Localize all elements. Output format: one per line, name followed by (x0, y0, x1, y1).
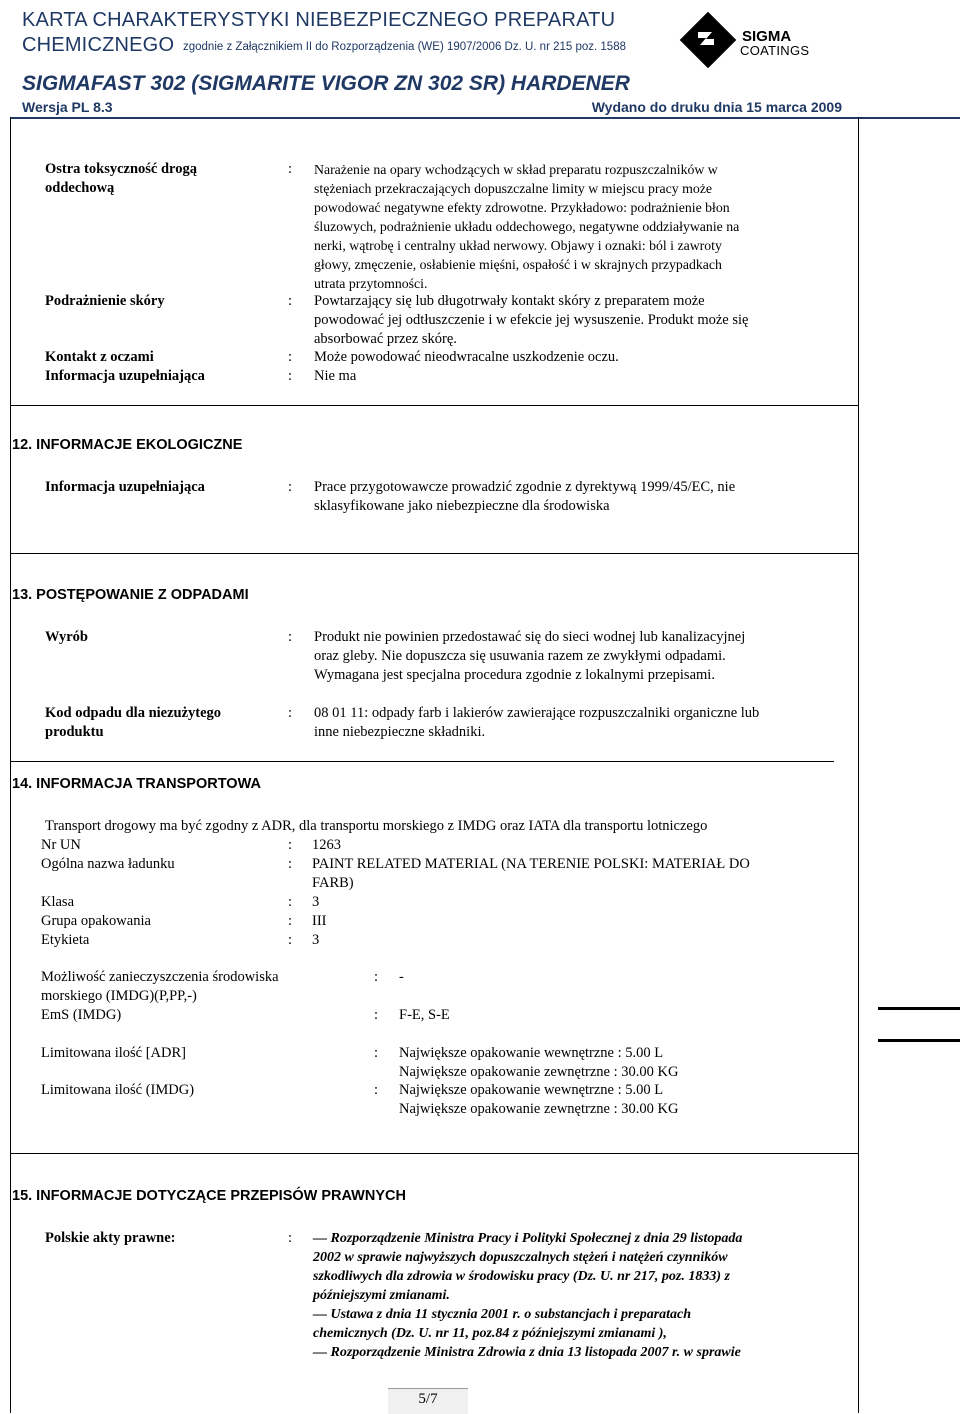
value-eco-additional-info (314, 478, 735, 516)
label-eye-contact: Kontakt z oczami (45, 349, 154, 365)
text-line: 2002 w sprawie najwyższych dopuszczalnych stężeń i natężeń czynników (313, 1250, 728, 1265)
text-line: powodować jej odtłuszczenie i w efekcie jej wysuszenie. Produkt może się (314, 312, 749, 328)
section-divider (10, 553, 859, 554)
value-waste-code (314, 704, 759, 742)
label-waste-code (45, 704, 221, 742)
transport-intro: Transport drogowy ma być zgodny z ADR, dla transportu morskiego z IMDG oraz IATA dla transportu lotniczego (45, 818, 708, 834)
label-line: Możliwość zanieczyszczenia środowiska (41, 969, 279, 985)
frame-right-border (858, 117, 859, 1413)
colon: : (288, 293, 293, 309)
value-marine-pollutant: - (399, 969, 404, 985)
label-ems: EmS (IMDG) (41, 1007, 122, 1023)
label-skin-irritation: Podrażnienie skóry (45, 293, 165, 309)
label-limited-qty-imdg: Limitowana ilość (IMDG) (41, 1082, 195, 1098)
label-cargo-name: Ogólna nazwa ładunku (41, 856, 175, 872)
colon: : (288, 913, 293, 929)
text-line: późniejszymi zmianami. (313, 1288, 450, 1303)
text-line: Narażenie na opary wchodzących w skład preparatu rozpuszczalników w (314, 162, 718, 177)
page-number: 5/7 (418, 1391, 438, 1407)
label-product: Wyrób (45, 629, 88, 645)
colon: : (288, 932, 293, 948)
dash-marker: — (313, 1231, 331, 1246)
product-name: SIGMAFAST 302 (SIGMARITE VIGOR ZN 302 SR) HARDENER (22, 72, 630, 95)
section-15-heading: 15. INFORMACJE DOTYCZĄCE PRZEPISÓW PRAWNYCH (12, 1188, 406, 1204)
label-line: morskiego (IMDG)(P,PP,-) (41, 988, 197, 1004)
colon: : (288, 837, 293, 853)
colon: : (288, 629, 293, 645)
text-line: stężeniach przekraczających dopuszczalne limity w miejscu pracy może (314, 181, 712, 196)
regulation-reference: zgodnie z Załącznikiem II do Rozporządzenia (WE) 1907/2006 Dz. U. nr 215 poz. 1588 (183, 41, 626, 53)
legal-act-item (313, 1343, 742, 1362)
value-cargo-name (312, 855, 750, 893)
value-skin-irritation (314, 292, 748, 349)
text-line: PAINT RELATED MATERIAL (NA TERENIE POLSKI: MATERIAŁ DO (312, 856, 750, 872)
text-line: Największe opakowanie wewnętrzne : 5.00 L (399, 1082, 664, 1098)
label-line: produktu (45, 724, 104, 740)
text-line: Wymagana jest specjalna procedura zgodnie z lokalnymi przepisami. (314, 667, 715, 683)
colon: : (288, 479, 293, 495)
colon: : (288, 349, 293, 365)
print-date: Wydano do druku dnia 15 marca 2009 (591, 99, 842, 115)
document-title-line2: CHEMICZNEGO (22, 34, 175, 56)
change-marker (878, 1007, 960, 1010)
text-line: chemicznych (Dz. U. nr 11, poz.84 z późniejszymi zmianami ), (313, 1326, 667, 1341)
dash-marker: — (313, 1307, 331, 1322)
colon: : (288, 368, 293, 384)
text-line: śluzowych, podrażnienie układu oddechowego, negatywne oddziaływanie na (314, 219, 740, 234)
text-line: Powtarzający się lub długotrwały kontakt skóry z preparatem może (314, 293, 705, 309)
text-line: utrata przytomności. (314, 276, 428, 291)
text-line: Rozporządzenie Ministra Zdrowia z dnia 13 listopada 2007 r. w sprawie (330, 1345, 741, 1360)
text-line: 08 01 11: odpady farb i lakierów zawierające rozpuszczalniki organiczne lub (314, 705, 760, 721)
logo-name: SIGMA (742, 28, 792, 45)
label-hazard-label: Etykieta (41, 932, 90, 948)
label-acute-inhalation (45, 160, 197, 198)
value-eye-contact: Może powodować nieodwracalne uszkodzenie oczu. (314, 349, 619, 365)
value-additional-info: Nie ma (314, 368, 357, 384)
text-line: Produkt nie powinien przedostawać się do sieci wodnej lub kanalizacyjnej (314, 629, 746, 645)
colon: : (288, 1230, 293, 1246)
value-hazard-label: 3 (312, 932, 320, 948)
text-line: oraz gleby. Nie dopuszcza się usuwania razem ze zwykłymi odpadami. (314, 648, 726, 664)
section-divider (10, 405, 859, 406)
frame-left-border (10, 117, 11, 1413)
colon: : (374, 969, 379, 985)
header-rule (10, 117, 960, 119)
colon: : (288, 705, 293, 721)
value-un-number: 1263 (312, 837, 341, 853)
text-line: Prace przygotowawcze prowadzić zgodnie z dyrektywą 1999/45/EC, nie (314, 479, 736, 495)
label-marine-pollutant (41, 968, 279, 1006)
section-divider (10, 1153, 859, 1154)
colon: : (288, 894, 293, 910)
section-13-heading: 13. POSTĘPOWANIE Z ODPADAMI (12, 587, 249, 603)
value-limited-qty-adr (399, 1044, 678, 1082)
version-label: Wersja PL 8.3 (22, 99, 113, 115)
label-line: Kod odpadu dla niezużytego (45, 705, 222, 721)
change-marker (878, 1039, 960, 1042)
text-line: szkodliwych dla zdrowia w środowisku pracy (Dz. U. nr 217, poz. 1833) z (313, 1269, 730, 1284)
label-polish-legal-acts: Polskie akty prawne: (45, 1230, 176, 1246)
text-line: absorbować przez skórę. (314, 331, 457, 347)
text-line: nerki, wątrobę i centralny układ nerwowy. Objawy i oznaki: ból i zawroty (314, 238, 722, 253)
legal-act-item (313, 1229, 742, 1248)
legal-act-item (313, 1305, 742, 1324)
section-12-heading: 12. INFORMACJE EKOLOGICZNE (12, 437, 243, 453)
label-eco-additional-info: Informacja uzupełniająca (45, 479, 205, 495)
text-line: Największe opakowanie zewnętrzne : 30.00 KG (399, 1064, 679, 1080)
logo-subtitle: COATINGS (740, 43, 810, 58)
text-line: Ustawa z dnia 11 stycznia 2001 r. o substancjach i preparatach (330, 1307, 692, 1322)
value-product-disposal (314, 628, 745, 685)
text-line: Największe opakowanie wewnętrzne : 5.00 L (399, 1045, 664, 1061)
text-line: Rozporządzenie Ministra Pracy i Polityki Społecznej z dnia 29 listopada (330, 1231, 743, 1246)
section-14-heading: 14. INFORMACJA TRANSPORTOWA (12, 776, 261, 792)
value-class: 3 (312, 894, 320, 910)
value-acute-inhalation (314, 160, 739, 293)
colon: : (374, 1045, 379, 1061)
text-line: powodować negatywne efekty zdrowotne. Przykładowo: podrażnienie błon (314, 200, 730, 215)
value-limited-qty-imdg (399, 1081, 678, 1119)
colon: : (374, 1082, 379, 1098)
text-line: sklasyfikowane jako niebezpieczne dla środowiska (314, 498, 610, 514)
colon: : (288, 161, 293, 177)
text-line: głowy, zmęczenie, osłabienie mięśni, ospałość i w skrajnych przypadkach (314, 257, 722, 272)
colon: : (288, 856, 293, 872)
label-class: Klasa (41, 894, 75, 910)
value-ems: F-E, S-E (399, 1007, 450, 1023)
legal-acts-list (313, 1229, 742, 1362)
document-title-line1: KARTA CHARAKTERYSTYKI NIEBEZPIECZNEGO PREPARATU (22, 9, 616, 31)
label-line: oddechową (45, 180, 115, 196)
label-additional-info: Informacja uzupełniająca (45, 368, 205, 384)
section-divider (10, 761, 834, 762)
label-limited-qty-adr: Limitowana ilość [ADR] (41, 1045, 186, 1061)
dash-marker: — (313, 1345, 331, 1360)
text-line: FARB) (312, 875, 354, 891)
text-line: Największe opakowanie zewnętrzne : 30.00 KG (399, 1101, 679, 1117)
value-packing-group: III (312, 913, 327, 929)
colon: : (374, 1007, 379, 1023)
label-un-number: Nr UN (41, 837, 81, 853)
text-line: inne niebezpieczne składniki. (314, 724, 486, 740)
label-packing-group: Grupa opakowania (41, 913, 151, 929)
label-line: Ostra toksyczność drogą (45, 161, 197, 177)
